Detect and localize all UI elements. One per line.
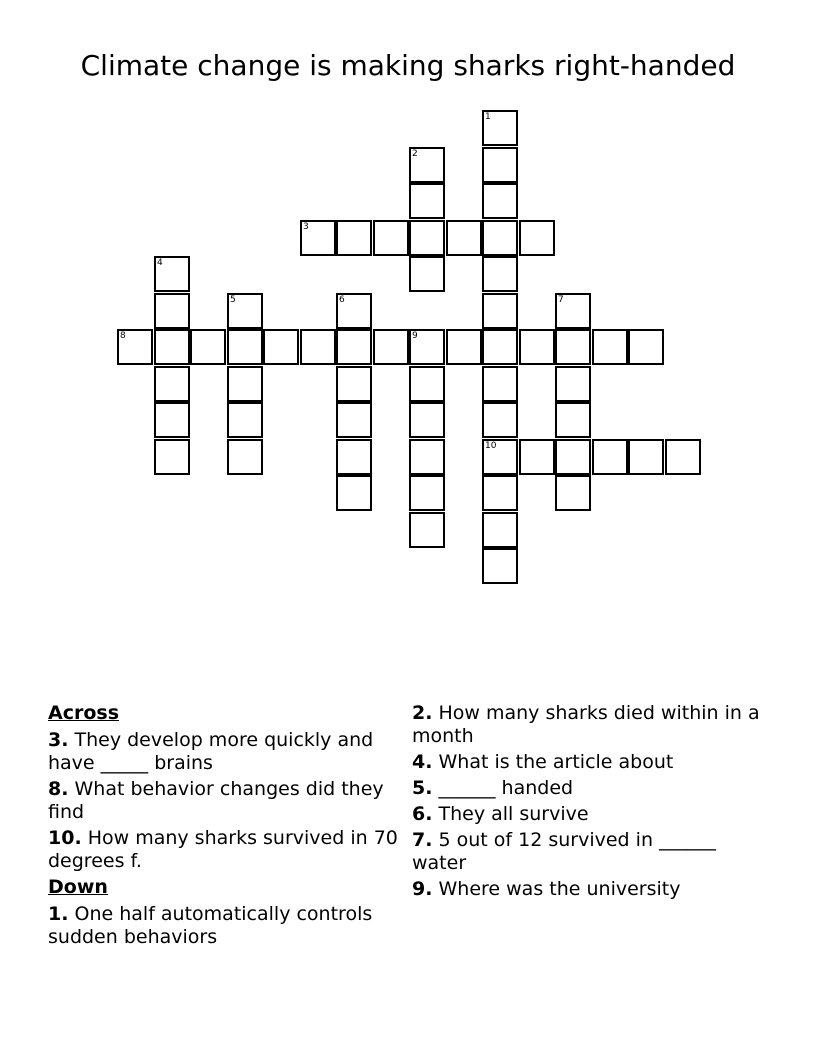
grid-cell[interactable] [482,439,518,475]
clue-number: 7. [412,829,433,851]
grid-cell[interactable] [227,293,263,329]
grid-cell[interactable] [555,329,591,365]
grid-cell[interactable] [555,439,591,475]
grid-cell[interactable] [409,439,445,475]
clue-across-3 [48,729,398,775]
clue-text: Where was the university [438,878,681,900]
grid-cell[interactable] [482,220,518,256]
clue-text: How many sharks survived in 70 degrees f. [48,827,398,872]
clues-column-left [48,702,398,952]
grid-cell[interactable] [409,512,445,548]
clue-across-10 [48,827,398,873]
grid-cell[interactable] [628,329,664,365]
clue-text: They develop more quickly and have _____ brains [48,729,374,774]
grid-cell[interactable] [336,439,372,475]
grid-cell[interactable] [409,220,445,256]
grid-cell[interactable] [482,147,518,183]
puzzle-title: Climate change is making sharks right-handed [80,49,736,82]
cell-number: 2 [412,149,418,159]
down-heading: Down [48,876,108,898]
grid-cell[interactable] [628,439,664,475]
grid-cell[interactable] [409,329,445,365]
grid-cell[interactable] [592,439,628,475]
grid-cell[interactable] [409,475,445,511]
grid-cell[interactable] [409,183,445,219]
grid-cell[interactable] [154,293,190,329]
clue-down-2 [412,702,762,748]
cell-number: 10 [485,441,497,451]
clue-text: 5 out of 12 survived in ______ water [412,829,717,874]
grid-cell[interactable] [154,366,190,402]
grid-cell[interactable] [227,439,263,475]
cell-number: 3 [303,222,309,232]
clue-text: What is the article about [438,751,674,773]
grid-cell[interactable] [555,475,591,511]
clue-number: 10. [48,827,82,849]
clue-down-9 [412,878,762,901]
clue-text: ______ handed [438,777,574,799]
grid-cell[interactable] [592,329,628,365]
grid-cell[interactable] [409,366,445,402]
clue-number: 1. [48,903,69,925]
grid-cell[interactable] [409,402,445,438]
grid-cell[interactable] [446,329,482,365]
clue-text: One half automatically controls sudden behaviors [48,903,373,948]
cell-number: 9 [412,331,418,341]
grid-cell[interactable] [446,220,482,256]
grid-cell[interactable] [519,439,555,475]
clue-text: What behavior changes did they find [48,778,384,823]
grid-cell[interactable] [300,220,336,256]
grid-cell[interactable] [519,329,555,365]
grid-cell[interactable] [154,256,190,292]
cell-number: 4 [157,258,163,268]
grid-cell[interactable] [482,293,518,329]
clues-column-right [412,702,762,904]
grid-cell[interactable] [336,366,372,402]
grid-cell[interactable] [482,475,518,511]
grid-cell[interactable] [482,183,518,219]
clue-number: 2. [412,702,433,724]
grid-cell[interactable] [482,366,518,402]
clue-down-1 [48,903,398,949]
grid-cell[interactable] [336,475,372,511]
grid-cell[interactable] [227,329,263,365]
grid-cell[interactable] [555,366,591,402]
clue-number: 3. [48,729,69,751]
grid-cell[interactable] [482,402,518,438]
grid-cell[interactable] [482,256,518,292]
clue-number: 5. [412,777,433,799]
cell-number: 7 [558,295,564,305]
grid-cell[interactable] [555,293,591,329]
grid-cell[interactable] [482,110,518,146]
grid-cell[interactable] [482,512,518,548]
grid-cell[interactable] [154,439,190,475]
grid-cell[interactable] [373,220,409,256]
cell-number: 5 [230,295,236,305]
clue-across-8 [48,778,398,824]
grid-cell[interactable] [190,329,226,365]
grid-cell[interactable] [336,329,372,365]
grid-cell[interactable] [482,548,518,584]
clue-down-4 [412,751,762,774]
cell-number: 1 [485,112,491,122]
grid-cell[interactable] [665,439,701,475]
grid-cell[interactable] [154,402,190,438]
grid-cell[interactable] [336,220,372,256]
clue-number: 9. [412,878,433,900]
across-heading: Across [48,702,120,724]
grid-cell[interactable] [227,402,263,438]
clue-number: 6. [412,803,433,825]
grid-cell[interactable] [227,366,263,402]
clue-down-5 [412,777,762,800]
cell-number: 8 [120,331,126,341]
grid-cell[interactable] [263,329,299,365]
clue-number: 8. [48,778,69,800]
cell-number: 6 [339,295,345,305]
clue-down-6 [412,803,762,826]
grid-cell[interactable] [373,329,409,365]
grid-cell[interactable] [336,402,372,438]
grid-cell[interactable] [336,293,372,329]
clue-text: How many sharks died within in a month [412,702,760,747]
clue-down-7 [412,829,762,875]
clue-number: 4. [412,751,433,773]
grid-cell[interactable] [555,402,591,438]
grid-cell[interactable] [519,220,555,256]
grid-cell[interactable] [409,147,445,183]
grid-cell[interactable] [117,329,153,365]
grid-cell[interactable] [154,329,190,365]
clue-text: They all survive [438,803,589,825]
grid-cell[interactable] [409,256,445,292]
grid-cell[interactable] [482,329,518,365]
grid-cell[interactable] [300,329,336,365]
